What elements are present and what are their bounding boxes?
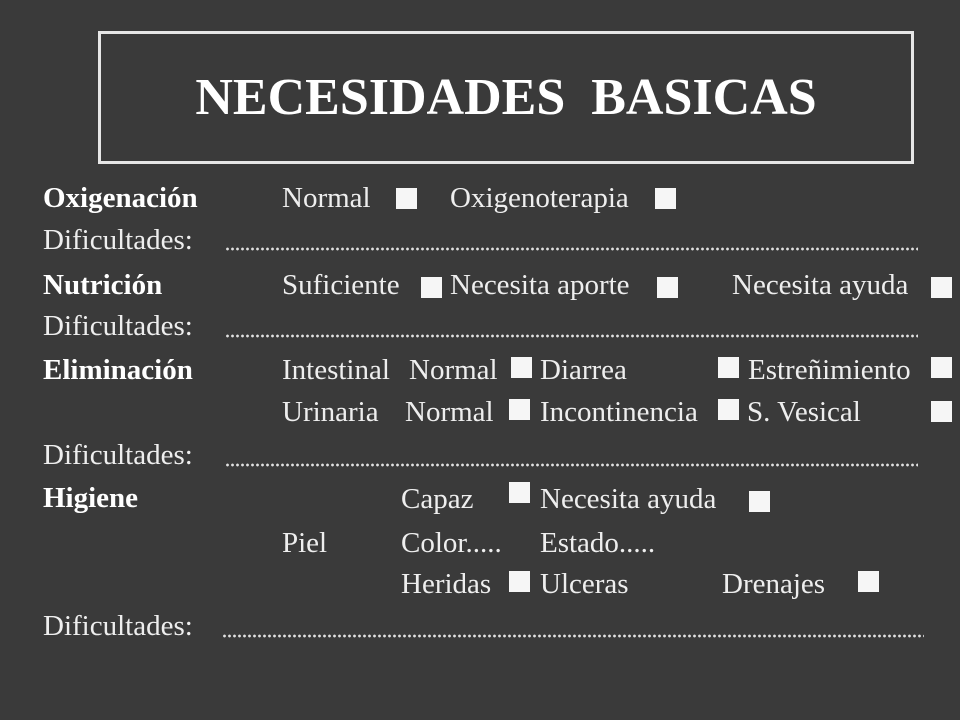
nutricion-dificultades-field[interactable] [225,334,918,338]
nutricion-dificultades-label: Dificultades: [43,310,193,342]
eliminacion-dificultades-label: Dificultades: [43,439,193,471]
urinaria-normal-label: Normal [405,396,494,428]
higiene-capaz-checkbox[interactable] [509,482,530,503]
diarrea-checkbox[interactable] [718,357,739,378]
heridas-label: Heridas [401,568,492,600]
incontinencia-label: Incontinencia [540,396,698,428]
nutricion-suficiente-label: Suficiente [282,269,400,301]
eliminacion-dificultades-field[interactable] [225,463,918,467]
estrenimiento-label: Estreñimiento [748,354,911,386]
intestinal-label: Intestinal [282,354,390,386]
piel-estado-label: Estado..... [540,527,656,559]
higiene-necesita-ayuda-label: Necesita ayuda [540,483,717,515]
s-vesical-checkbox[interactable] [931,401,952,422]
heridas-checkbox[interactable] [509,571,530,592]
urinaria-label: Urinaria [282,396,379,428]
nutricion-necesita-aporte-label: Necesita aporte [450,269,630,301]
intestinal-normal-checkbox[interactable] [511,357,532,378]
s-vesical-label: S. Vesical [747,396,861,428]
oxigenacion-dificultades-label: Dificultades: [43,224,193,256]
piel-color-label: Color..... [401,527,502,559]
ulceras-label: Ulceras [540,568,629,600]
higiene-necesita-ayuda-checkbox[interactable] [749,491,770,512]
diarrea-label: Diarrea [540,354,627,386]
nutricion-necesita-aporte-checkbox[interactable] [657,277,678,298]
oxigenacion-dificultades-field[interactable] [225,247,918,251]
drenajes-label: Drenajes [722,568,826,600]
eliminacion-label: Eliminación [43,354,193,386]
urinaria-normal-checkbox[interactable] [509,399,530,420]
piel-label: Piel [282,527,328,559]
higiene-label: Higiene [43,482,139,514]
drenajes-checkbox[interactable] [858,571,879,592]
intestinal-normal-label: Normal [409,354,498,386]
oxigenacion-normal-label: Normal [282,182,371,214]
page-title: NECESIDADES BASICAS [195,69,817,126]
oxigenacion-label: Oxigenación [43,182,198,214]
higiene-dificultades-label: Dificultades: [43,610,193,642]
estrenimiento-checkbox[interactable] [931,357,952,378]
nutricion-label: Nutrición [43,269,163,301]
higiene-capaz-label: Capaz [401,483,474,515]
oxigenoterapia-checkbox[interactable] [655,188,676,209]
incontinencia-checkbox[interactable] [718,399,739,420]
higiene-dificultades-field[interactable] [222,634,924,638]
nutricion-necesita-ayuda-checkbox[interactable] [931,277,952,298]
nutricion-necesita-ayuda-label: Necesita ayuda [732,269,909,301]
nutricion-suficiente-checkbox[interactable] [421,277,442,298]
oxigenoterapia-label: Oxigenoterapia [450,182,629,214]
oxigenacion-normal-checkbox[interactable] [396,188,417,209]
title-box [98,31,914,164]
